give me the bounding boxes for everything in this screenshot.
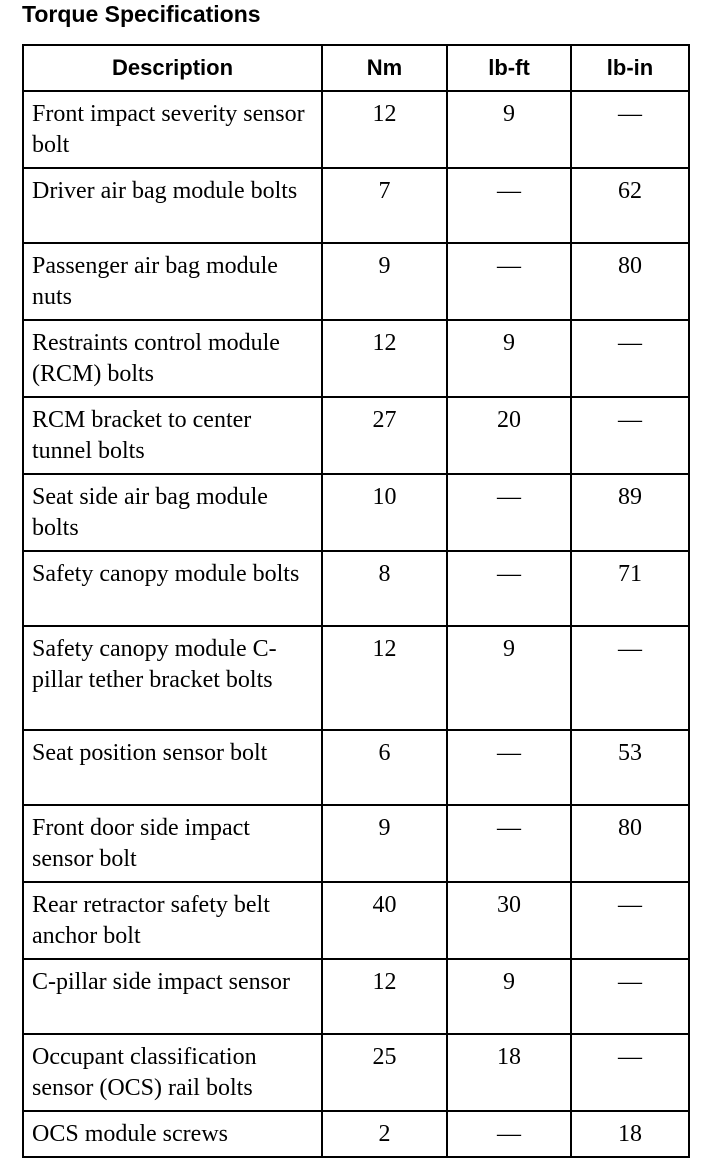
lbin-cell: — [571, 959, 689, 1034]
lbin-cell: 80 [571, 805, 689, 882]
lbft-cell: — [447, 730, 571, 805]
lbin-cell: — [571, 626, 689, 730]
nm-cell: 40 [322, 882, 447, 959]
table-row [23, 882, 689, 959]
column-header-lbin: lb-in [571, 45, 689, 91]
lbft-cell: 30 [447, 882, 571, 959]
lbin-cell: — [571, 320, 689, 397]
lbin-cell: — [571, 1034, 689, 1111]
nm-cell: 6 [322, 730, 447, 805]
lbft-cell: 9 [447, 91, 571, 168]
table-row [23, 1111, 689, 1157]
lbft-cell: — [447, 474, 571, 551]
nm-cell: 8 [322, 551, 447, 626]
description-cell: Seat side air bag module bolts [23, 474, 322, 551]
description-cell: RCM bracket to center tunnel bolts [23, 397, 322, 474]
nm-cell: 12 [322, 91, 447, 168]
lbin-cell: — [571, 397, 689, 474]
description-cell: Occupant classification sensor (OCS) rail bolts [23, 1034, 322, 1111]
table-row [23, 168, 689, 243]
table-row [23, 626, 689, 730]
nm-cell: 12 [322, 959, 447, 1034]
lbft-cell: 9 [447, 959, 571, 1034]
column-header-lbft: lb-ft [447, 45, 571, 91]
nm-cell: 25 [322, 1034, 447, 1111]
nm-cell: 12 [322, 626, 447, 730]
lbin-cell: 80 [571, 243, 689, 320]
lbft-cell: — [447, 1111, 571, 1157]
description-cell: Seat position sensor bolt [23, 730, 322, 805]
lbin-cell: 18 [571, 1111, 689, 1157]
nm-cell: 27 [322, 397, 447, 474]
table-row [23, 397, 689, 474]
table-row [23, 1034, 689, 1111]
description-cell: Front door side impact sensor bolt [23, 805, 322, 882]
lbft-cell: 9 [447, 320, 571, 397]
table-row [23, 730, 689, 805]
nm-cell: 2 [322, 1111, 447, 1157]
lbft-cell: — [447, 551, 571, 626]
nm-cell: 10 [322, 474, 447, 551]
lbft-cell: — [447, 805, 571, 882]
column-header-description: Description [23, 45, 322, 91]
lbin-cell: 62 [571, 168, 689, 243]
lbft-cell: 18 [447, 1034, 571, 1111]
lbft-cell: — [447, 168, 571, 243]
description-cell: C-pillar side impact sensor [23, 959, 322, 1034]
column-header-nm: Nm [322, 45, 447, 91]
table-row [23, 805, 689, 882]
torque-spec-table [22, 44, 690, 1158]
table-row [23, 551, 689, 626]
table-row [23, 91, 689, 168]
table-row [23, 320, 689, 397]
lbft-cell: 9 [447, 626, 571, 730]
description-cell: Passenger air bag module nuts [23, 243, 322, 320]
lbin-cell: 89 [571, 474, 689, 551]
description-cell: Safety canopy module bolts [23, 551, 322, 626]
nm-cell: 12 [322, 320, 447, 397]
lbin-cell: — [571, 91, 689, 168]
table-row [23, 474, 689, 551]
description-cell: Front impact severity sensor bolt [23, 91, 322, 168]
nm-cell: 9 [322, 805, 447, 882]
description-cell: OCS module screws [23, 1111, 322, 1157]
lbft-cell: 20 [447, 397, 571, 474]
lbft-cell: — [447, 243, 571, 320]
description-cell: Driver air bag module bolts [23, 168, 322, 243]
lbin-cell: 53 [571, 730, 689, 805]
table-row [23, 959, 689, 1034]
table-row [23, 243, 689, 320]
nm-cell: 7 [322, 168, 447, 243]
lbin-cell: — [571, 882, 689, 959]
description-cell: Safety canopy module C-pillar tether bracket bolts [23, 626, 322, 730]
nm-cell: 9 [322, 243, 447, 320]
description-cell: Rear retractor safety belt anchor bolt [23, 882, 322, 959]
lbin-cell: 71 [571, 551, 689, 626]
description-cell: Restraints control module (RCM) bolts [23, 320, 322, 397]
table-header-row [23, 45, 689, 91]
page-title: Torque Specifications [22, 1, 261, 27]
